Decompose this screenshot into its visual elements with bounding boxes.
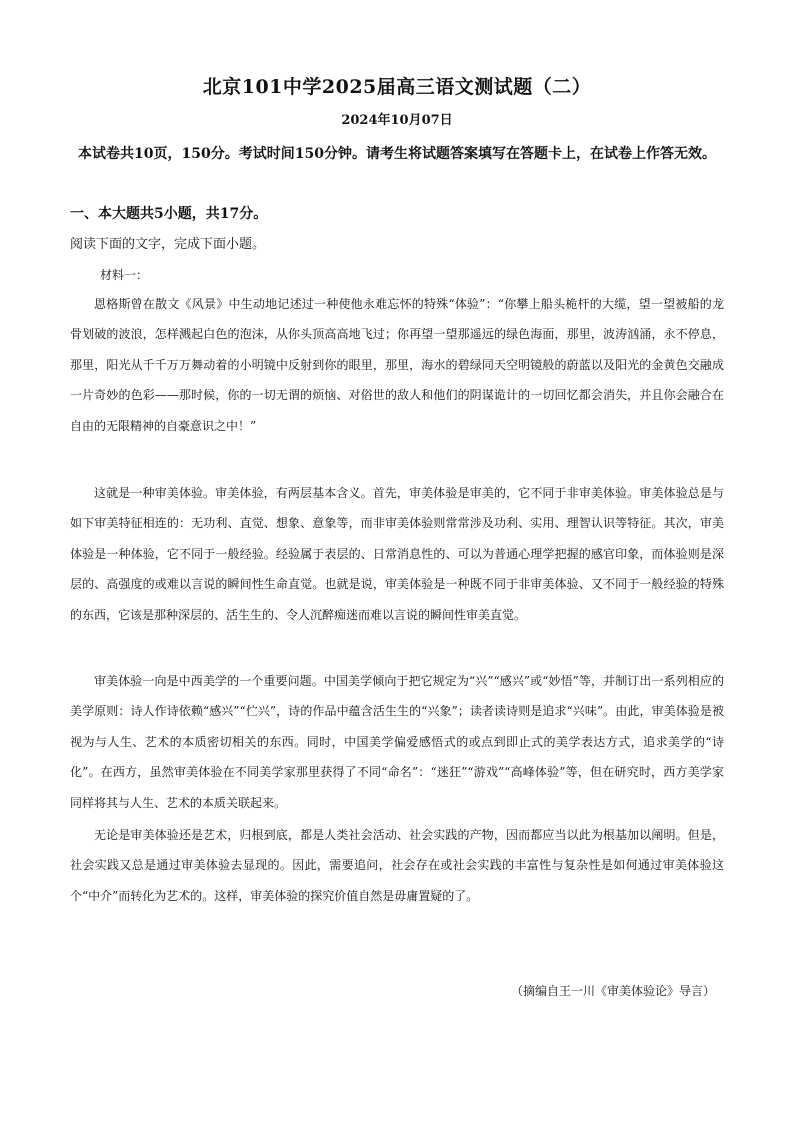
material-label: 材料一： [100,268,149,282]
paragraph-text: 恩格斯曾在散文《风景》中生动地记述过一种使他永难忘怀的特殊“体验”：“你攀上船头桅杆的大缆，望一望被船的龙骨划破的波浪，怎样溅起白色的泡沫，从你头顶高高地飞过；你再望一望那遥远的绿色海面，那里，波涛汹涌，永不停息，那里，阳光从千千万万舞动着的小明镜中反射到你的眼里，那里，海水的碧绿同天空明镜般的蔚蓝以及阳光的金黄色交融成一片奇妙的色彩——那时候，你的一切无谓的烦恼、对俗世的敌人和他们的阴谋诡计的一切回忆都会消失，并且你会融合在自由的无限精神的自豪意识之中！” [70,297,724,433]
exam-date: 2024年10月07日 [341,113,453,128]
passage-paragraph-3 [70,666,724,818]
passage-paragraph-2 [70,478,724,630]
paragraph-text: 无论是审美体验还是艺术，归根到底，都是人类社会活动、社会实践的产物，因而都应当以此为根基加以阐明。但是，社会实践又总是通过审美体验去显现的。因此，需要追问，社会存在或社会实践的丰富性与复杂性是如何通过审美体验这个“中介”而转化为艺术的。这样，审美体验的探究价值自然是毋庸置疑的了。 [70,828,724,903]
exam-notice: 本试卷共10页，150分。考试时间150分钟。请考生将试题答案填写在答题卡上，在试卷上作答无效。 [78,146,716,162]
passage-paragraph-1 [70,289,724,441]
page-title: 北京101中学2025届高三语文测试题（二） [202,76,592,98]
section-heading: 一、本大题共5小题，共17分。 [70,206,268,222]
source-citation: （摘编自王一川《审美体验论》导言） [510,984,715,998]
paragraph-text: 这就是一种审美体验。审美体验，有两层基本含义。首先，审美体验是审美的，它不同于非审美体验。审美体验总是与如下审美特征相连的：无功利、直觉、想象、意象等，而非审美体验则常常涉及功利、实用、理智认识等特征。其次，审美体验是一种体验，它不同于一般经验。经验属于表层的、日常消息性的、可以为普通心理学把握的感官印象，而体验则是深层的、高强度的或难以言说的瞬间性生命直觉。也就是说，审美体验是一种既不同于非审美体验、又不同于一般经验的特殊的东西，它该是那种深层的、活生生的、令人沉醉痴迷而难以言说的瞬间性审美直觉。 [70,486,724,622]
reading-instruction: 阅读下面的文字，完成下面小题。 [70,237,266,252]
paragraph-text: 审美体验一向是中西美学的一个重要问题。中国美学倾向于把它规定为“兴”“感兴”或“妙悟”等，并制订出一系列相应的美学原则：诗人作诗依赖“感兴”“伫兴”，诗的作品中蕴含活生生的“兴象”；读者读诗则是追求“兴味”。由此，审美体验是被视为与人生、艺术的本质密切相关的东西。同时，中国美学偏爱感悟式的或点到即止式的美学表达方式，追求美学的“诗化”。在西方，虽然审美体验在不同美学家那里获得了不同“命名”：“迷狂”“游戏”“高峰体验”等，但在研究时，西方美学家同样将其与人生、艺术的本质关联起来。 [70,674,724,810]
passage-paragraph-4 [70,820,724,911]
